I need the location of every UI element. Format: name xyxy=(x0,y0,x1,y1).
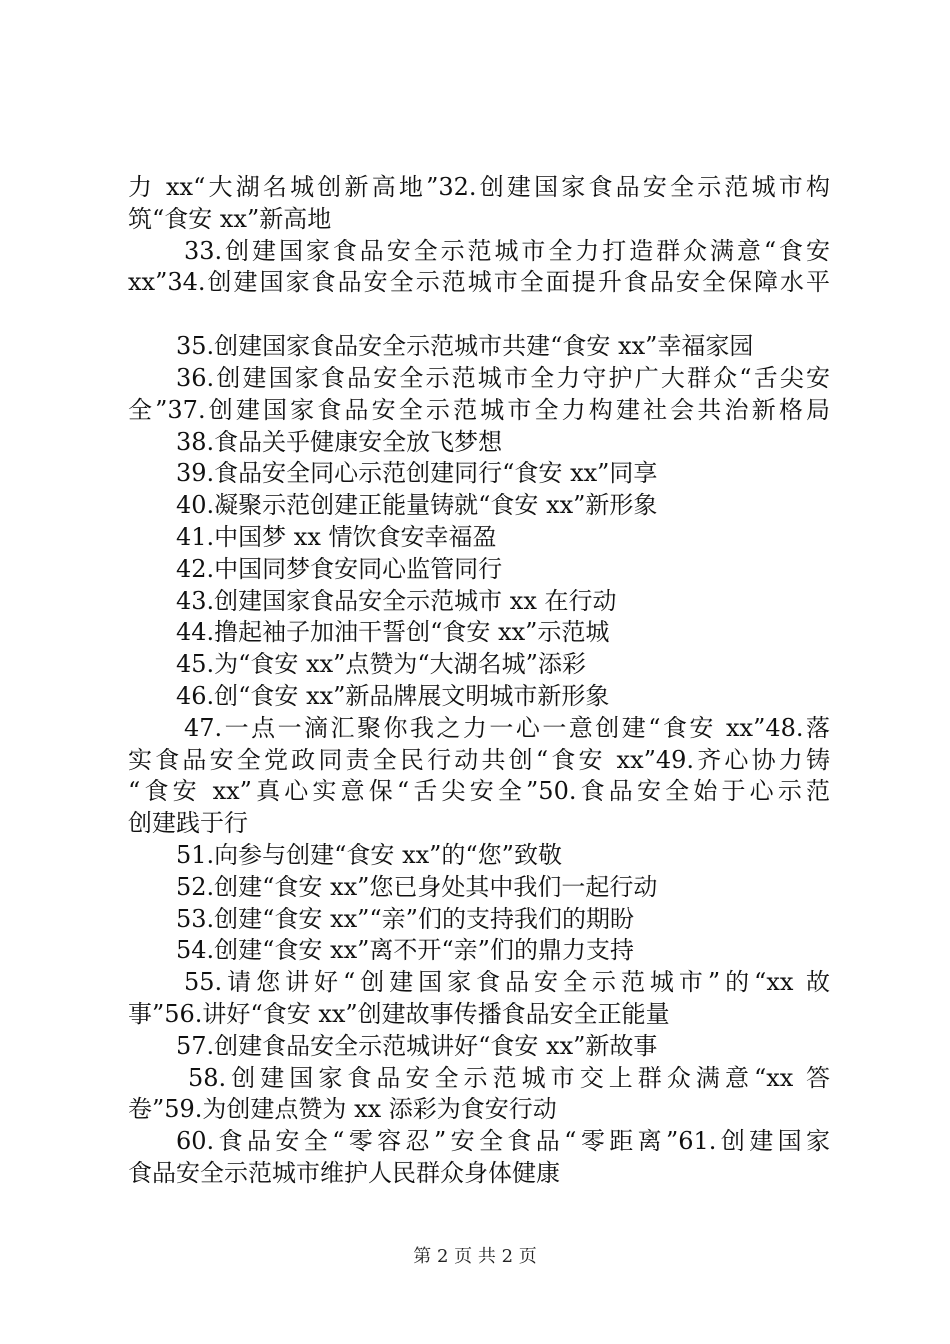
text-line: 51.向参与创建“食安 xx”的“您”致敬 xyxy=(176,840,562,869)
text-line: 36.创建国家食品安全示范城市全力守护广大群众“舌尖安 xyxy=(176,363,830,392)
text-line: 卷”59.为创建点赞为 xx 添彩为食安行动 xyxy=(128,1095,557,1124)
text-line: 52.创建“食安 xx”您已身处其中我们一起行动 xyxy=(176,872,658,901)
text-line: 创建践于行 xyxy=(128,809,248,838)
text-line: 事”56.讲好“食安 xx”创建故事传播食品安全正能量 xyxy=(128,999,670,1028)
blank-line xyxy=(128,299,830,331)
text-line: 实食品安全党政同责全民行动共创“食安 xx”49.齐心协力铸 xyxy=(128,745,830,774)
text-line: 44.撸起袖子加油干誓创“食安 xx”示范城 xyxy=(176,618,610,647)
body-text xyxy=(128,172,830,1190)
text-line: 全”37.创建国家食品安全示范城市全力构建社会共治新格局 xyxy=(128,395,830,424)
text-line: 60.食品安全“零容忍”安全食品“零距离”61.创建国家 xyxy=(176,1127,830,1156)
page-footer: 第 2 页 共 2 页 xyxy=(413,1246,537,1267)
text-line: 33.创建国家食品安全示范城市全力打造群众满意“食安 xyxy=(184,236,830,265)
text-line: 41.中国梦 xx 情饮食安幸福盈 xyxy=(176,522,497,551)
text-line: 42.中国同梦食安同心监管同行 xyxy=(176,554,503,583)
text-line: 53.创建“食安 xx”“亲”们的支持我们的期盼 xyxy=(176,904,634,933)
text-line: 筑“食安 xx”新高地 xyxy=(128,204,332,233)
text-line: 39.食品安全同心示范创建同行“食安 xx”同享 xyxy=(176,459,658,488)
text-line: 47.一点一滴汇聚你我之力一心一意创建“食安 xx”48.落 xyxy=(184,713,830,742)
text-line: 58.创建国家食品安全示范城市交上群众满意“xx 答 xyxy=(188,1063,830,1092)
text-line: xx”34.创建国家食品安全示范城市全面提升食品安全保障水平 xyxy=(128,268,830,297)
text-line: 食品安全示范城市维护人民群众身体健康 xyxy=(128,1158,560,1187)
text-line: 57.创建食品安全示范城讲好“食安 xx”新故事 xyxy=(176,1031,658,1060)
text-line: 46.创“食安 xx”新品牌展文明城市新形象 xyxy=(176,681,610,710)
text-line: “食安 xx”真心实意保“舌尖安全”50.食品安全始于心示范 xyxy=(128,777,830,806)
text-line: 40.凝聚示范创建正能量铸就“食安 xx”新形象 xyxy=(176,491,658,520)
text-line: 43.创建国家食品安全示范城市 xx 在行动 xyxy=(176,586,617,615)
text-line: 55.请您讲好“创建国家食品安全示范城市”的“xx 故 xyxy=(184,968,830,997)
text-line: 38.食品关乎健康安全放飞梦想 xyxy=(176,427,503,456)
text-line: 54.创建“食安 xx”离不开“亲”们的鼎力支持 xyxy=(176,936,634,965)
text-line: 力 xx“大湖名城创新高地”32.创建国家食品安全示范城市构 xyxy=(128,173,830,201)
text-line: 45.为“食安 xx”点赞为“大湖名城”添彩 xyxy=(176,650,586,679)
text-line: 35.创建国家食品安全示范城市共建“食安 xx”幸福家园 xyxy=(176,332,754,361)
